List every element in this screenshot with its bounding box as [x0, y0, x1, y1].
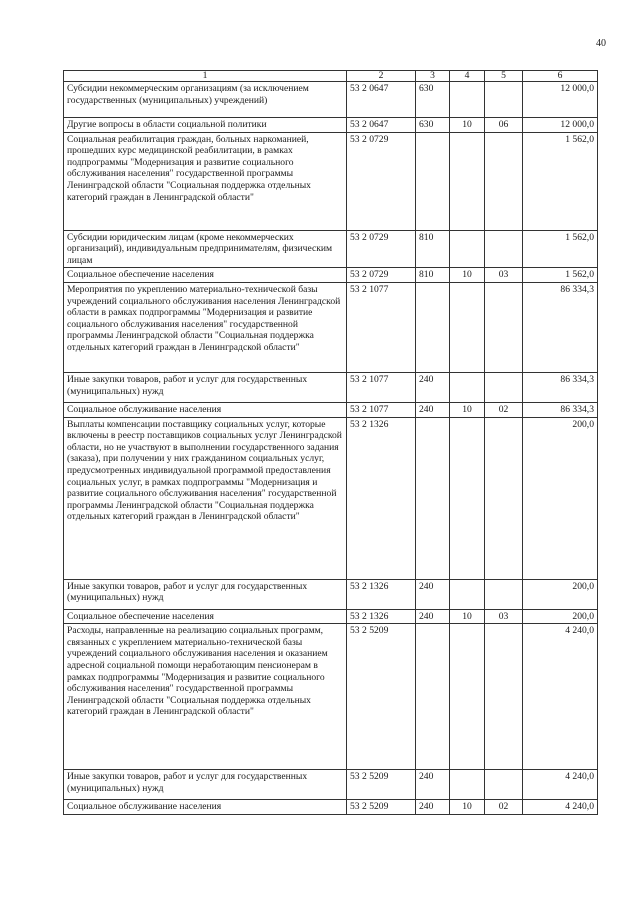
row-subsection: 06 — [485, 118, 523, 133]
row-subsection — [485, 624, 523, 770]
row-subsection — [485, 282, 523, 372]
row-target-code: 53 2 0729 — [347, 230, 416, 268]
row-subsection: 03 — [485, 609, 523, 624]
row-description: Субсидии некоммерческим организациям (за исключением государственных (муниципальных) учреждений) — [64, 82, 347, 118]
row-description: Социальное обеспечение населения — [64, 609, 347, 624]
row-section — [450, 372, 485, 402]
row-description: Субсидии юридическим лицам (кроме некоммерческих организаций), индивидуальным предпринимателям, физическим лицам — [64, 230, 347, 268]
row-expense-type: 810 — [416, 268, 450, 283]
row-amount: 1 562,0 — [523, 132, 598, 230]
row-subsection — [485, 417, 523, 579]
row-section: 10 — [450, 402, 485, 417]
table-row — [64, 230, 598, 268]
row-target-code: 53 2 0729 — [347, 268, 416, 283]
table-row — [64, 579, 598, 609]
row-target-code: 53 2 1326 — [347, 609, 416, 624]
header-cell: 1 — [64, 71, 347, 82]
header-cell: 4 — [450, 71, 485, 82]
row-amount: 12 000,0 — [523, 82, 598, 118]
table-row — [64, 624, 598, 770]
table-row — [64, 132, 598, 230]
row-section: 10 — [450, 609, 485, 624]
header-cell: 3 — [416, 71, 450, 82]
table-row — [64, 609, 598, 624]
row-amount: 86 334,3 — [523, 402, 598, 417]
row-expense-type — [416, 417, 450, 579]
row-section: 10 — [450, 800, 485, 815]
row-amount: 4 240,0 — [523, 624, 598, 770]
row-description: Расходы, направленные на реализацию социальных программ, связанных с укреплением материально-технической базы учреждений социального обслуживания населения и оказанием адресной социальной помощи неработающим пенсионерам в рамках подпрограммы "Модернизация и развитие социального обслуживания населения" государственной программы Ленинградской области "Социальная поддержка отдельных категорий граждан в Ленинградской области" — [64, 624, 347, 770]
table-row — [64, 268, 598, 283]
row-section — [450, 282, 485, 372]
header-row — [64, 71, 598, 82]
budget-table — [63, 70, 598, 815]
row-target-code: 53 2 1326 — [347, 417, 416, 579]
row-description: Социальное обеспечение населения — [64, 268, 347, 283]
row-description: Социальное обслуживание населения — [64, 800, 347, 815]
row-target-code: 53 2 1077 — [347, 372, 416, 402]
page-number: 40 — [596, 38, 606, 49]
row-amount: 86 334,3 — [523, 282, 598, 372]
row-target-code: 53 2 0729 — [347, 132, 416, 230]
row-section — [450, 230, 485, 268]
row-target-code: 53 2 1077 — [347, 282, 416, 372]
row-expense-type: 630 — [416, 118, 450, 133]
row-description: Социальная реабилитация граждан, больных наркоманией, прошедших курс медицинской реабилитации, в рамках подпрограммы "Модернизация и развитие социального обслуживания населения" государственной программы Ленинградской области "Социальная поддержка отдельных категорий граждан в Ленинградской области" — [64, 132, 347, 230]
row-description: Другие вопросы в области социальной политики — [64, 118, 347, 133]
row-expense-type — [416, 132, 450, 230]
row-amount: 86 334,3 — [523, 372, 598, 402]
row-expense-type — [416, 624, 450, 770]
row-expense-type: 630 — [416, 82, 450, 118]
row-expense-type: 240 — [416, 770, 450, 800]
row-subsection — [485, 770, 523, 800]
row-section — [450, 770, 485, 800]
row-target-code: 53 2 1326 — [347, 579, 416, 609]
row-expense-type: 240 — [416, 800, 450, 815]
row-section — [450, 417, 485, 579]
row-description: Иные закупки товаров, работ и услуг для государственных (муниципальных) нужд — [64, 770, 347, 800]
row-section — [450, 82, 485, 118]
row-amount: 200,0 — [523, 417, 598, 579]
table-row — [64, 372, 598, 402]
row-subsection — [485, 579, 523, 609]
table-body — [64, 82, 598, 815]
row-description: Мероприятия по укреплению материально-технической базы учреждений социального обслуживания населения Ленинградской области в рамках подпрограммы "Модернизация и развитие социального обслуживания населения" государственной программы Ленинградской области "Социальная поддержка отдельных категорий граждан в Ленинградской области" — [64, 282, 347, 372]
table-row — [64, 402, 598, 417]
row-subsection: 02 — [485, 402, 523, 417]
row-subsection — [485, 132, 523, 230]
row-amount: 200,0 — [523, 609, 598, 624]
row-expense-type — [416, 282, 450, 372]
row-section: 10 — [450, 268, 485, 283]
row-description: Иные закупки товаров, работ и услуг для государственных (муниципальных) нужд — [64, 372, 347, 402]
row-section — [450, 579, 485, 609]
row-target-code: 53 2 0647 — [347, 118, 416, 133]
header-cell: 5 — [485, 71, 523, 82]
row-description: Иные закупки товаров, работ и услуг для государственных (муниципальных) нужд — [64, 579, 347, 609]
table-row — [64, 800, 598, 815]
row-description: Выплаты компенсации поставщику социальных услуг, которые включены в реестр поставщиков социальных услуг Ленинградской области, но не участвуют в выполнении государственного задания (заказа), при получении у них гражданином социальных услуг, предусмотренных индивидуальной программой предоставления социальных услуг, в рамках подпрограммы "Модернизация и развитие социального обслуживания населения" государственной программы Ленинградской области "Социальная поддержка отдельных категорий граждан в Ленинградской области" — [64, 417, 347, 579]
row-amount: 12 000,0 — [523, 118, 598, 133]
row-subsection: 03 — [485, 268, 523, 283]
row-target-code: 53 2 0647 — [347, 82, 416, 118]
row-section: 10 — [450, 118, 485, 133]
row-amount: 1 562,0 — [523, 268, 598, 283]
row-amount: 4 240,0 — [523, 800, 598, 815]
row-expense-type: 240 — [416, 402, 450, 417]
header-cell: 6 — [523, 71, 598, 82]
row-expense-type: 240 — [416, 579, 450, 609]
row-section — [450, 624, 485, 770]
row-subsection — [485, 230, 523, 268]
table-row — [64, 417, 598, 579]
row-expense-type: 240 — [416, 372, 450, 402]
row-description: Социальное обслуживание населения — [64, 402, 347, 417]
row-subsection — [485, 82, 523, 118]
row-target-code: 53 2 5209 — [347, 800, 416, 815]
table-row — [64, 282, 598, 372]
row-target-code: 53 2 5209 — [347, 624, 416, 770]
row-subsection — [485, 372, 523, 402]
row-target-code: 53 2 5209 — [347, 770, 416, 800]
row-amount: 200,0 — [523, 579, 598, 609]
row-expense-type: 810 — [416, 230, 450, 268]
row-target-code: 53 2 1077 — [347, 402, 416, 417]
table-row — [64, 118, 598, 133]
table-row — [64, 82, 598, 118]
row-amount: 1 562,0 — [523, 230, 598, 268]
row-expense-type: 240 — [416, 609, 450, 624]
row-subsection: 02 — [485, 800, 523, 815]
header-cell: 2 — [347, 71, 416, 82]
table-row — [64, 770, 598, 800]
row-section — [450, 132, 485, 230]
row-amount: 4 240,0 — [523, 770, 598, 800]
